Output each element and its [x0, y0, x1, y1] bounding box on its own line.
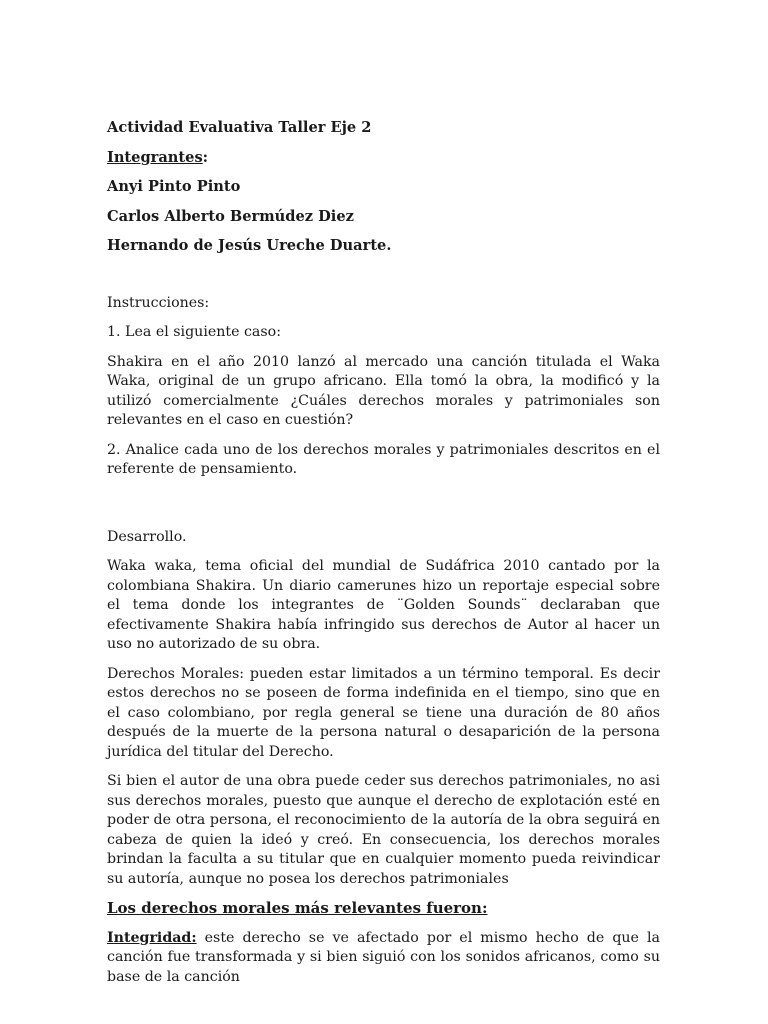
spacer: [107, 266, 660, 294]
relevant-rights-heading: Los derechos morales más relevantes fueron:: [107, 899, 488, 917]
development-label: Desarrollo.: [107, 528, 187, 545]
members-colon: :: [202, 148, 209, 166]
integrity-text: este derecho se ve afectado por el mismo hecho de que la canción fue transformada y si bien siguió con los sonidos africanos, como su base de la canción: [107, 929, 660, 985]
instruction-step-1: 1. Lea el siguiente caso:: [107, 324, 281, 340]
instruction-step-2: 2. Analice cada uno de los derechos morales y patrimoniales descritos en el referente de pensamiento.: [107, 441, 660, 477]
development-paragraph-2: Derechos Morales: pueden estar limitados a un término temporal. Es decir estos derechos no se poseen de forma indefinida en el tiempo, sino que en el caso colombiano, por regla general se tiene una duración de 80 años después de la muerte de la persona natural o desaparición de la persona jurídica del titular del Derecho.: [107, 665, 660, 760]
development-paragraph-1: Waka waka, tema oficial del mundial de Sudáfrica 2010 cantado por la colombiana Shakira. Un diario camerunes hizo un reportaje especial sobre el tema donde los integrantes de ¨Golden Sounds¨ declaraban que efectivamente Shakira había infringido sus derechos de Autor al hacer un uso no autorizado de su obra.: [107, 558, 660, 652]
spacer: [107, 490, 660, 528]
document-title: Actividad Evaluativa Taller Eje 2: [107, 119, 372, 136]
members-label: Integrantes: [107, 148, 203, 166]
integrity-paragraph: [107, 929, 660, 988]
instructions-label: Instrucciones:: [107, 294, 210, 311]
member-2: Carlos Alberto Bermúdez Diez: [107, 207, 354, 225]
case-paragraph: Shakira en el año 2010 lanzó al mercado una canción titulada el Waka Waka, original de un grupo africano. Ella tomó la obra, la modificó y la utilizó comercialmente ¿Cuáles derechos morales y patrimoniales son relevantes en el caso en cuestión?: [107, 353, 660, 428]
integrity-label: Integridad:: [107, 929, 197, 946]
development-paragraph-3: Si bien el autor de una obra puede ceder sus derechos patrimoniales, no asi sus derechos morales, puesto que aunque el derecho de explotación esté en poder de otra persona, el reconocimiento de la autoría de la obra seguirá en cabeza de quien la ideó y creó. En consecuencia, los derechos morales brindan la faculta a su titular que en cualquier momento pueda reivindicar su autoría, aunque no posea los derechos patrimoniales: [107, 773, 660, 887]
members-heading: [107, 148, 660, 168]
member-1: Anyi Pinto Pinto: [107, 178, 241, 195]
member-3: Hernando de Jesús Ureche Duarte.: [107, 237, 392, 254]
document-page: [107, 118, 660, 997]
